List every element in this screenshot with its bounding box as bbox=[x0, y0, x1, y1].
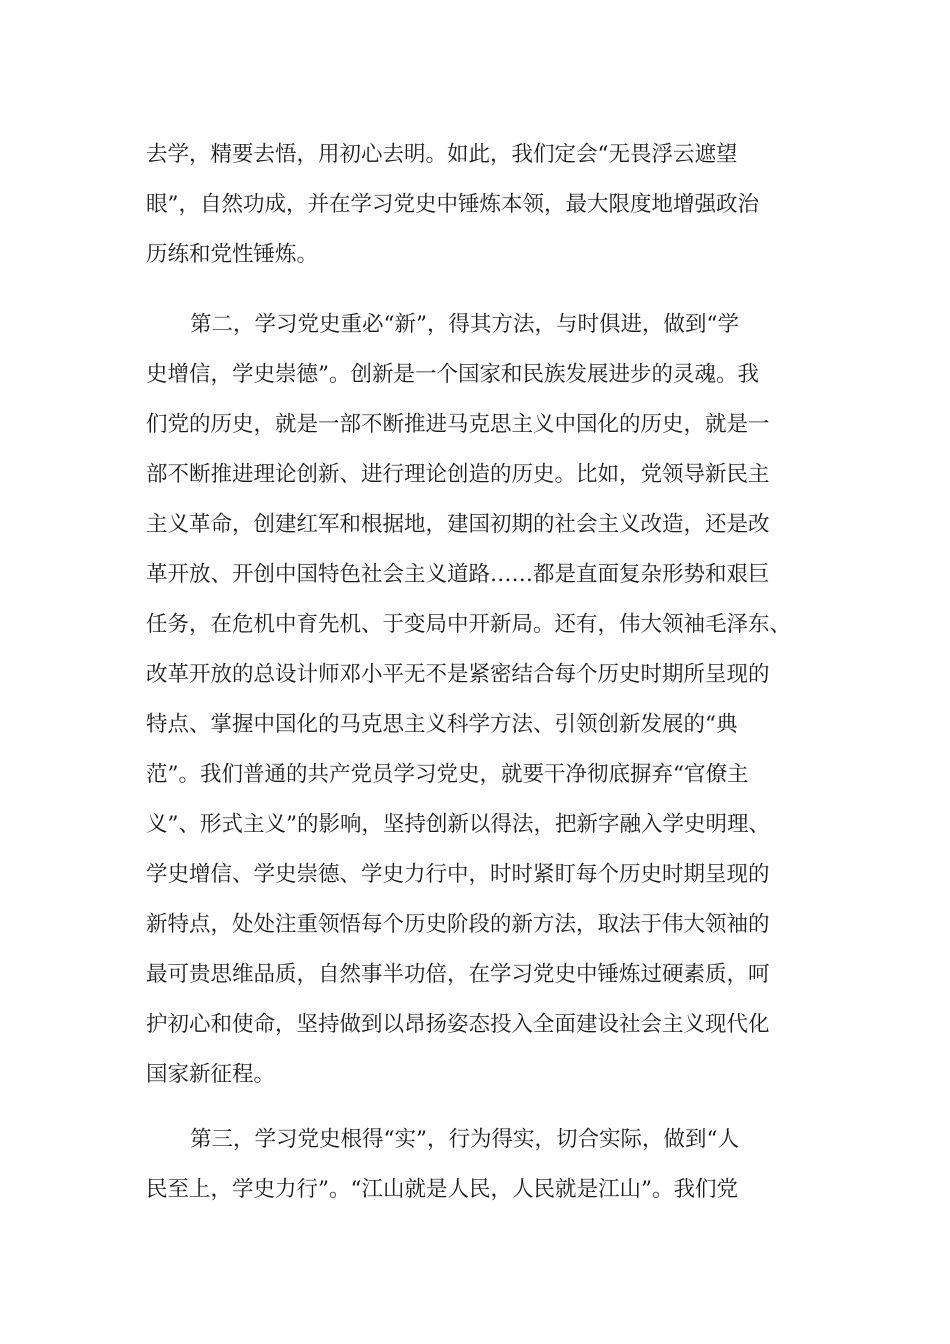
paragraph-line: 国家新征程。 bbox=[146, 1062, 276, 1087]
paragraph-line: 护初心和使命，坚持做到以昂扬姿态投入全面建设社会主义现代化 bbox=[146, 1012, 770, 1037]
paragraph-line: 史增信，学史崇德”。创新是一个国家和民族发展进步的灵魂。我 bbox=[146, 362, 759, 387]
paragraph-line: 主义革命，创建红军和根据地，建国初期的社会主义改造，还是改 bbox=[146, 512, 770, 537]
paragraph-line: 新特点，处处注重领悟每个历史阶段的新方法，取法于伟大领袖的 bbox=[146, 912, 770, 937]
paragraph-line: 义”、形式主义”的影响，坚持创新以得法，把新字融入学史明理、 bbox=[146, 812, 770, 837]
paragraph-line: 第三，学习党史根得“实”，行为得实，切合实际，做到“人 bbox=[190, 1127, 739, 1152]
paragraph-line: 范”。我们普通的共产党员学习党史，就要干净彻底摒弃“官僚主 bbox=[146, 762, 749, 787]
paragraph-line: 革开放、开创中国特色社会主义道路……都是直面复杂形势和艰巨 bbox=[146, 562, 770, 587]
paragraph-line: 部不断推进理论创新、进行理论创造的历史。比如，党领导新民主 bbox=[146, 462, 770, 487]
paragraph-line: 历练和党性锤炼。 bbox=[146, 242, 319, 267]
paragraph-line: 学史增信、学史崇德、学史力行中，时时紧盯每个历史时期呈现的 bbox=[146, 862, 770, 887]
paragraph-1 bbox=[146, 130, 806, 280]
paragraph-2 bbox=[146, 300, 806, 1100]
paragraph-line: 去学，精要去悟，用初心去明。如此，我们定会“无畏浮云遮望 bbox=[146, 142, 738, 167]
paragraph-line: 民至上，学史力行”。“江山就是人民，人民就是江山”。我们党 bbox=[146, 1177, 738, 1202]
paragraph-line: 任务，在危机中育先机、于变局中开新局。还有，伟大领袖毛泽东、 bbox=[146, 612, 792, 637]
paragraph-line: 们党的历史，就是一部不断推进马克思主义中国化的历史，就是一 bbox=[146, 412, 770, 437]
paragraph-line: 改革开放的总设计师邓小平无不是紧密结合每个历史时期所呈现的 bbox=[146, 662, 770, 687]
paragraph-line: 最可贵思维品质，自然事半功倍，在学习党史中锤炼过硬素质，呵 bbox=[146, 962, 770, 987]
paragraph-line: 第二，学习党史重必“新”，得其方法，与时俱进，做到“学 bbox=[190, 312, 739, 337]
paragraph-3 bbox=[146, 1115, 806, 1215]
paragraph-line: 特点、掌握中国化的马克思主义科学方法、引领创新发展的“典 bbox=[146, 712, 738, 737]
paragraph-line: 眼”，自然功成，并在学习党史中锤炼本领，最大限度地增强政治 bbox=[146, 192, 759, 217]
